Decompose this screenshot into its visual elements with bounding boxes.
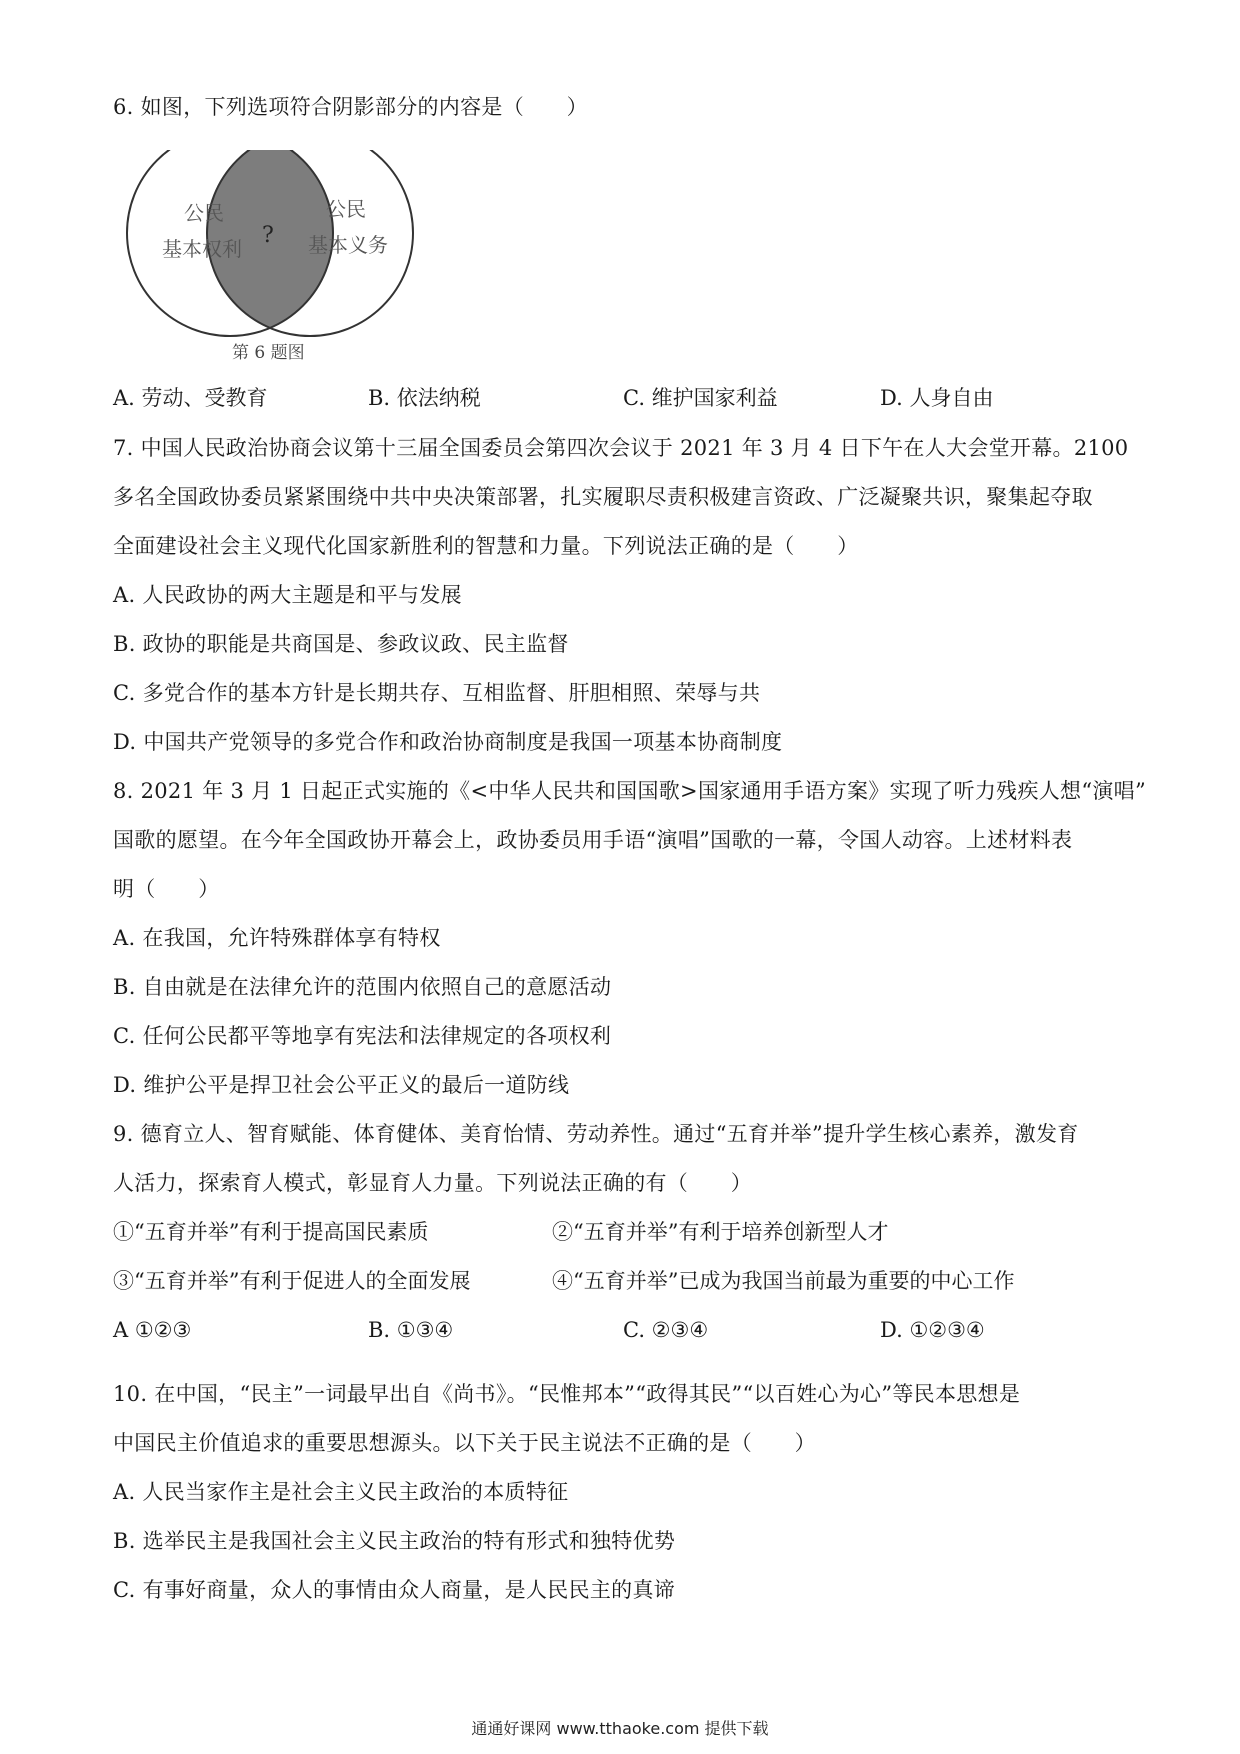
page-footer: 通通好课网 www.tthaoke.com 提供下载: [471, 1719, 769, 1738]
q7-option-d: D. 中国共产党领导的多党合作和政治协商制度是我国一项基本协商制度: [113, 730, 783, 754]
q6-option-b: B. 依法纳税: [368, 386, 481, 410]
q10-option-b: B. 选举民主是我国社会主义民主政治的特有形式和独特优势: [113, 1529, 676, 1553]
q7-option-a: A. 人民政协的两大主题是和平与发展: [113, 583, 462, 607]
q7-stem-line-3: 全面建设社会主义现代化国家新胜利的智慧和力量。下列说法正确的是（ ）: [113, 534, 859, 558]
q8-option-c: C. 任何公民都平等地享有宪法和法律规定的各项权利: [113, 1024, 612, 1048]
q9-stem-line-1: 9. 德育立人、智育赋能、体育健体、美育怡情、劳动养性。通过“五育并举”提升学生核心素养，激发育: [113, 1122, 1079, 1146]
q9-option-d: D. ①②③④: [880, 1318, 985, 1342]
q7-stem-line-1: 7. 中国人民政治协商会议第十三届全国委员会第四次会议于 2021 年 3 月 4 日下午在人大会堂开幕。2100: [113, 436, 1129, 460]
q6-venn-diagram: [120, 150, 420, 360]
q7-option-c: C. 多党合作的基本方针是长期共存、互相监督、肝胆相照、荣辱与共: [113, 681, 761, 705]
q10-stem-line-1: 10. 在中国，“民主”一词最早出自《尚书》。“民惟邦本”“政得其民”“以百姓心为心”等民本思想是: [113, 1382, 1021, 1406]
q8-stem-line-3: 明（ ）: [113, 877, 220, 901]
venn-left-label-1: 公民: [184, 201, 224, 225]
venn-right-label-1: 公民: [326, 197, 366, 221]
q7-stem-line-2: 多名全国政协委员紧紧围绕中共中央决策部署，扎实履职尽责积极建言资政、广泛凝聚共识，聚集起夺取: [113, 485, 1093, 509]
q10-option-c: C. 有事好商量，众人的事情由众人商量，是人民民主的真谛: [113, 1578, 676, 1602]
q9-stem-line-2: 人活力，探索育人模式，彰显育人力量。下列说法正确的有（ ）: [113, 1171, 752, 1195]
q10-option-a: A. 人民当家作主是社会主义民主政治的本质特征: [113, 1480, 569, 1504]
q9-option-b: B. ①③④: [368, 1318, 454, 1342]
q9-option-a: A ①②③: [113, 1318, 192, 1342]
q6-option-d: D. 人身自由: [880, 386, 994, 410]
q7-option-b: B. 政协的职能是共商国是、参政议政、民主监督: [113, 632, 569, 656]
q6-stem: 6. 如图，下列选项符合阴影部分的内容是（ ）: [113, 95, 588, 119]
q6-option-c: C. 维护国家利益: [623, 386, 778, 410]
q8-option-a: A. 在我国，允许特殊群体享有特权: [113, 926, 441, 950]
q9-option-c: C. ②③④: [623, 1318, 709, 1342]
q10-stem-line-2: 中国民主价值追求的重要思想源头。以下关于民主说法不正确的是（ ）: [113, 1431, 816, 1455]
venn-right-label-2: 基本义务: [308, 233, 388, 257]
q6-figure-caption: 第 6 题图: [232, 343, 305, 360]
q8-stem-line-1: 8. 2021 年 3 月 1 日起正式实施的《<中华人民共和国国歌>国家通用手语方案》实现了听力残疾人想“演唱”: [113, 779, 1147, 803]
q8-option-b: B. 自由就是在法律允许的范围内依照自己的意愿活动: [113, 975, 612, 999]
q9-statement-2: ②“五育并举”有利于培养创新型人才: [552, 1220, 889, 1244]
q6-option-a: A. 劳动、受教育: [113, 386, 268, 410]
q9-statement-4: ④“五育并举”已成为我国当前最为重要的中心工作: [552, 1269, 1015, 1293]
venn-center-mark: ?: [262, 223, 274, 248]
q9-statement-1: ①“五育并举”有利于提高国民素质: [113, 1220, 429, 1244]
q8-stem-line-2: 国歌的愿望。在今年全国政协开幕会上，政协委员用手语“演唱”国歌的一幕，令国人动容。上述材料表: [113, 828, 1073, 852]
q9-statement-3: ③“五育并举”有利于促进人的全面发展: [113, 1269, 471, 1293]
q8-option-d: D. 维护公平是捍卫社会公平正义的最后一道防线: [113, 1073, 570, 1097]
venn-left-label-2: 基本权利: [162, 237, 242, 261]
